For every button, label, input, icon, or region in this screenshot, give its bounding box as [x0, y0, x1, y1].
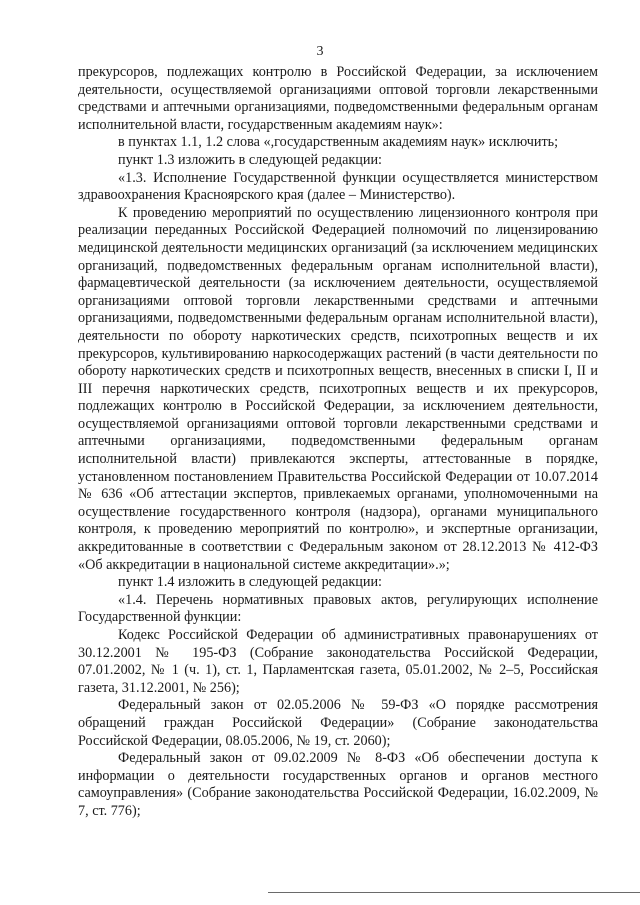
paragraph: Федеральный закон от 02.05.2006 № 59-ФЗ «О порядке рассмотрения обращений граждан Российской Федерации» (Собрание законодательства Российской Федерации, 08.05.2006, № 19, ст. 2060);	[78, 697, 598, 749]
paragraph: Кодекс Российской Федерации об административных правонарушениях от 30.12.2001 № 195-ФЗ (Собрание законодательства Российской Федерации, 07.01.2002, № 1 (ч. 1), ст. 1, Парламентская газета, 05.01.2002, № 2–5, Российская газета, 31.12.2001, № 256);	[78, 627, 598, 696]
paragraph: «1.4. Перечень нормативных правовых актов, регулирующих исполнение Государственной функции:	[78, 591, 598, 626]
paragraph: «1.3. Исполнение Государственной функции осуществляется министерством здравоохранения Красноярского края (далее – Министерство).	[78, 169, 598, 204]
page-number: 3	[316, 44, 324, 59]
paragraph: пункт 1.3 изложить в следующей редакции:	[118, 151, 382, 168]
bottom-rule	[268, 892, 640, 893]
paragraph: прекурсоров, подлежащих контролю в Российской Федерации, за исключением деятельности, осуществляемой организациями оптовой торговли лекарственными средствами и аптечными организациями, подведомственными федеральным органам исполнительной власти, государственным академиям наук»:	[78, 64, 598, 133]
paragraph: пункт 1.4 изложить в следующей редакции:	[118, 574, 382, 591]
document-body	[78, 64, 598, 821]
paragraph: в пунктах 1.1, 1.2 слова «,государственным академиям наук» исключить;	[118, 134, 559, 151]
paragraph: Федеральный закон от 09.02.2009 № 8-ФЗ «Об обеспечении доступа к информации о деятельности государственных органов и органов местного самоуправления» (Собрание законодательства Российской Федерации, 16.02.2009, № 7, ст. 776);	[78, 750, 598, 819]
paragraph: К проведению мероприятий по осуществлению лицензионного контроля при реализации переданных Российской Федерацией полномочий по лицензированию медицинской деятельности медицинских организаций (за исключением медицинских организаций, подведомственных федеральным органам исполнительной власти), фармацевтической деятельности (за исключением деятельности, осуществляемой организациями оптовой торговли лекарственными средствами и аптечными организациями, подведомственными федеральным органам исполнительной власти), деятельности по обороту наркотических средств, психотропных веществ и их прекурсоров, культивированию наркосодержащих растений (в части деятельности по обороту наркотических средств и психотропных веществ, внесенных в списки I, II и III перечня наркотических средств, психотропных веществ и их прекурсоров, подлежащих контролю в Российской Федерации, за исключением деятельности, осуществляемой организациями оптовой торговли лекарственными средствами и аптечными организациями, подведомственными федеральным органам исполнительной власти) привлекаются эксперты, аттестованные в порядке, установленном постановлением Правительства Российской Федерации от 10.07.2014 № 636 «Об аттестации экспертов, привлекаемых органами, уполномоченными на осуществление государственного контроля (надзора), органами муниципального контроля, к проведению мероприятий по контролю», и экспертные организации, аккредитованные в соответствии с Федеральным законом от 28.12.2013 № 412-ФЗ «Об аккредитации в национальной системе аккредитации».»;	[78, 204, 598, 573]
